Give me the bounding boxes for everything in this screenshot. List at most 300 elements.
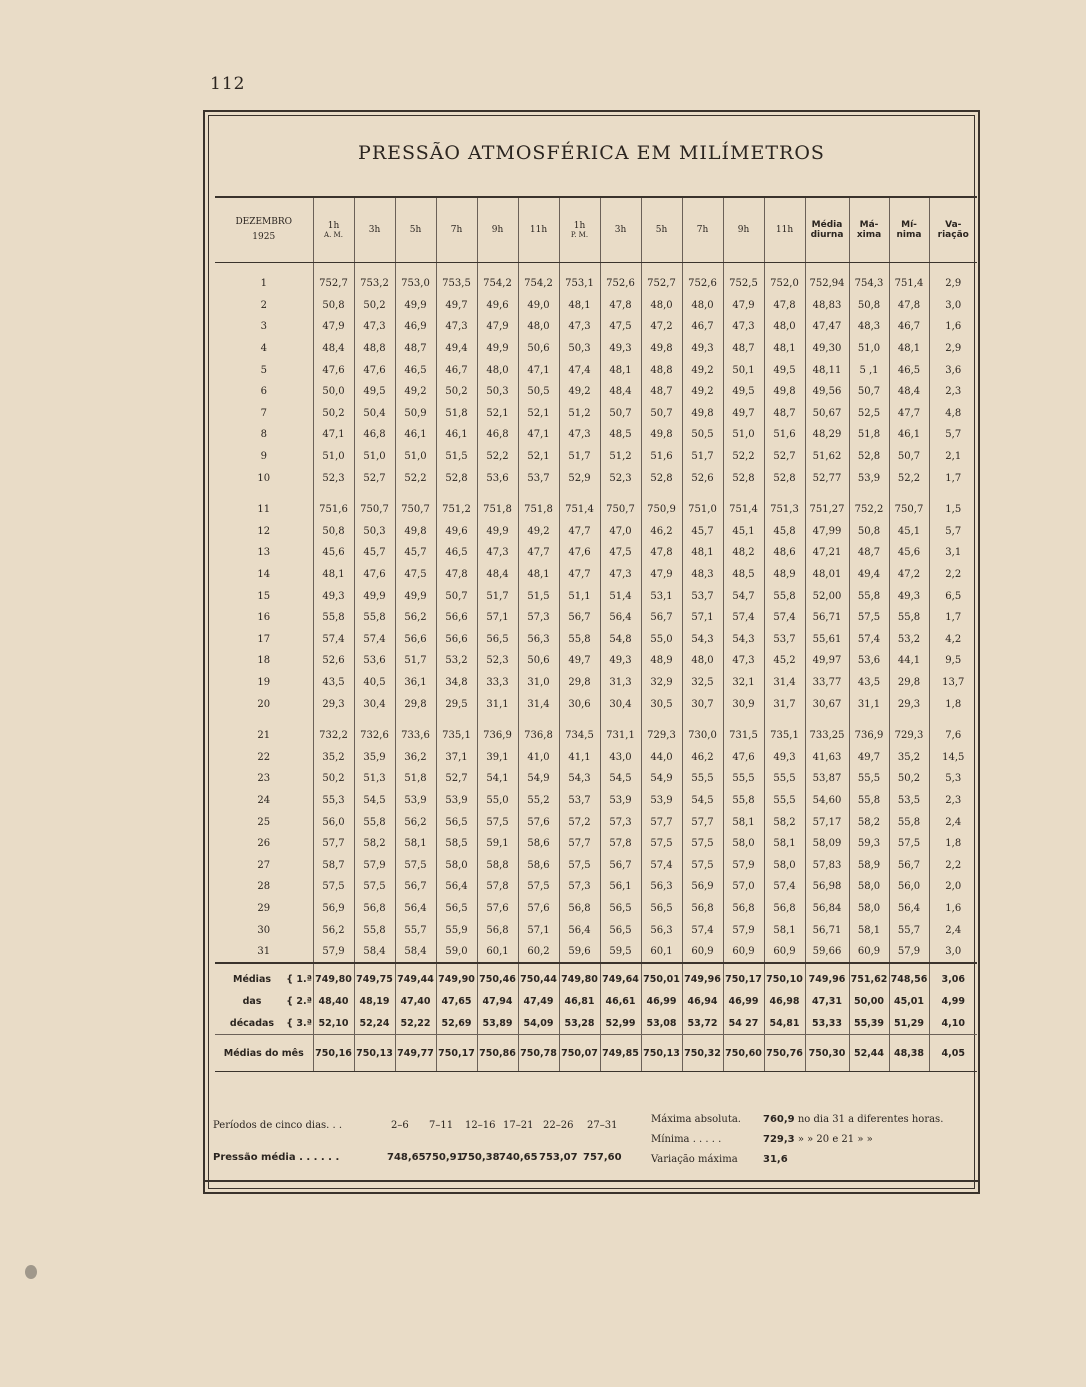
value-cell: 5,7 (929, 424, 977, 446)
value-cell: 60,9 (849, 941, 889, 964)
value-cell: 58,2 (849, 811, 889, 833)
day-cell: 4 (260, 343, 267, 355)
gap-cell (849, 715, 889, 725)
value-cell: 2,3 (929, 381, 977, 403)
summary-cell: 749,64 (600, 963, 641, 990)
summary-cell: 45,01 (889, 990, 929, 1012)
value-cell: 49,2 (682, 381, 723, 403)
value-cell: 58,1 (849, 919, 889, 941)
decade-gap (215, 489, 977, 499)
value-cell: 4,8 (929, 403, 977, 425)
value-cell: 55,8 (889, 811, 929, 833)
summary-cell: 46,99 (723, 990, 764, 1012)
value-cell: 53,7 (559, 790, 600, 812)
month-cell: 749,77 (395, 1035, 436, 1072)
gap-cell (354, 489, 395, 499)
month-cell: 750,13 (641, 1035, 682, 1072)
value-cell: 49,3 (764, 746, 805, 768)
value-cell: 754,3 (849, 263, 889, 295)
day-cell: 10 (257, 472, 271, 484)
value-cell: 55,8 (849, 790, 889, 812)
value-cell: 50,2 (889, 768, 929, 790)
decade-average-row (215, 990, 977, 1012)
table-row (215, 424, 977, 446)
value-cell: 56,7 (559, 607, 600, 629)
value-cell: 47,3 (436, 316, 477, 338)
value-cell: 51,7 (682, 446, 723, 468)
value-cell: 58,0 (849, 876, 889, 898)
value-cell: 53,87 (805, 768, 849, 790)
value-cell: 55,5 (764, 790, 805, 812)
value-cell: 56,84 (805, 898, 849, 920)
value-cell: 51,5 (518, 585, 559, 607)
value-cell: 47,99 (805, 521, 849, 543)
summary-cell: 4,99 (929, 990, 977, 1012)
periods-label: Períodos de cinco dias. . . (213, 1120, 343, 1131)
table-row (215, 467, 977, 489)
value-cell: 50,6 (518, 338, 559, 360)
value-cell: 52,6 (682, 467, 723, 489)
summary-cell: 751,62 (849, 963, 889, 990)
value-cell: 57,6 (518, 898, 559, 920)
value-cell: 36,1 (395, 672, 436, 694)
month-cell: 48,38 (889, 1035, 929, 1072)
value-cell: 56,5 (600, 898, 641, 920)
value-cell: 51,1 (559, 585, 600, 607)
day-cell: 17 (257, 633, 271, 645)
value-cell: 48,01 (805, 564, 849, 586)
value-cell: 45,7 (354, 542, 395, 564)
stat-label-1: Va- (945, 220, 962, 230)
value-cell: 49,6 (477, 295, 518, 317)
value-cell: 39,1 (477, 746, 518, 768)
value-cell: 52,1 (518, 446, 559, 468)
value-cell: 48,83 (805, 295, 849, 317)
value-cell: 752,0 (764, 263, 805, 295)
value-cell: 750,7 (354, 499, 395, 521)
table-row (215, 693, 977, 715)
value-cell: 35,2 (889, 746, 929, 768)
month-cell: 750,76 (764, 1035, 805, 1072)
min-note: » » 20 e 21 » » (797, 1134, 873, 1145)
value-cell: 57,5 (849, 607, 889, 629)
value-cell: 60,9 (764, 941, 805, 964)
hour-label: 11h (775, 225, 794, 235)
day-cell: 19 (257, 676, 271, 688)
gap-cell (477, 715, 518, 725)
value-cell: 57,6 (518, 811, 559, 833)
hour-header (477, 197, 518, 263)
period-range: 12–16 (465, 1120, 496, 1131)
value-cell: 5,7 (929, 521, 977, 543)
value-cell: 752,94 (805, 263, 849, 295)
day-cell: 23 (257, 773, 271, 785)
value-cell: 751,4 (559, 499, 600, 521)
gap-cell (518, 715, 559, 725)
value-cell: 57,7 (682, 811, 723, 833)
value-cell: 58,1 (764, 833, 805, 855)
value-cell: 56,98 (805, 876, 849, 898)
pressure-value: 753,07 (539, 1152, 578, 1163)
value-cell: 56,8 (477, 919, 518, 941)
value-cell: 750,7 (889, 499, 929, 521)
hour-label: 11h (529, 225, 548, 235)
value-cell: 56,5 (477, 629, 518, 651)
summary-cell: 47,31 (805, 990, 849, 1012)
hour-header (395, 197, 436, 263)
day-cell: 24 (257, 794, 271, 806)
value-cell: 56,0 (889, 876, 929, 898)
value-cell: 52,1 (477, 403, 518, 425)
value-cell: 57,5 (395, 854, 436, 876)
value-cell: 50,3 (477, 381, 518, 403)
value-cell: 51,7 (395, 650, 436, 672)
value-cell: 3,0 (929, 295, 977, 317)
value-cell: 49,8 (641, 424, 682, 446)
month-cell: 750,86 (477, 1035, 518, 1072)
value-cell: 56,4 (395, 898, 436, 920)
value-cell: 52,8 (641, 467, 682, 489)
value-cell: 53,7 (518, 467, 559, 489)
value-cell: 30,5 (641, 693, 682, 715)
value-cell: 58,9 (849, 854, 889, 876)
value-cell: 57,5 (518, 876, 559, 898)
gap-cell (849, 489, 889, 499)
day-cell: 28 (257, 881, 271, 893)
day-cell: 18 (257, 655, 271, 667)
value-cell: 52,8 (723, 467, 764, 489)
value-cell: 6,5 (929, 585, 977, 607)
value-cell: 48,4 (477, 564, 518, 586)
value-cell: 732,2 (313, 725, 354, 747)
value-cell: 753,0 (395, 263, 436, 295)
ink-blot (25, 1265, 37, 1279)
summary-cell: 55,39 (849, 1012, 889, 1035)
value-cell: 57,1 (518, 919, 559, 941)
value-cell: 55,7 (889, 919, 929, 941)
value-cell: 57,4 (764, 876, 805, 898)
value-cell: 47,21 (805, 542, 849, 564)
day-cell: 12 (257, 525, 271, 537)
table-row (215, 381, 977, 403)
value-cell: 48,7 (849, 542, 889, 564)
value-cell: 56,7 (395, 876, 436, 898)
value-cell: 48,0 (518, 316, 559, 338)
value-cell: 47,7 (559, 521, 600, 543)
value-cell: 48,2 (723, 542, 764, 564)
value-cell: 56,3 (518, 629, 559, 651)
table-row (215, 746, 977, 768)
value-cell: 47,3 (559, 424, 600, 446)
value-cell: 46,7 (436, 359, 477, 381)
gap-cell (805, 489, 849, 499)
value-cell: 52,7 (764, 446, 805, 468)
value-cell: 51,0 (849, 338, 889, 360)
value-cell: 49,3 (682, 338, 723, 360)
decade-label-cell: décadas { 3.ª (215, 1012, 313, 1035)
table-row (215, 629, 977, 651)
value-cell: 57,2 (559, 811, 600, 833)
value-cell: 48,11 (805, 359, 849, 381)
value-cell: 1,7 (929, 467, 977, 489)
value-cell: 57,5 (641, 833, 682, 855)
summary-cell: 46,99 (641, 990, 682, 1012)
value-cell: 48,7 (764, 403, 805, 425)
summary-cell: 52,24 (354, 1012, 395, 1035)
value-cell: 50,7 (641, 403, 682, 425)
value-cell: 736,9 (849, 725, 889, 747)
value-cell: 48,7 (723, 338, 764, 360)
value-cell: 53,2 (436, 650, 477, 672)
value-cell: 55,8 (723, 790, 764, 812)
value-cell: 48,0 (641, 295, 682, 317)
value-cell: 57,9 (723, 854, 764, 876)
gap-cell (805, 715, 849, 725)
summary-cell: 47,40 (395, 990, 436, 1012)
value-cell: 51,6 (641, 446, 682, 468)
value-cell: 750,7 (395, 499, 436, 521)
daily-rows (215, 263, 977, 964)
hour-header (682, 197, 723, 263)
value-cell: 55,5 (682, 768, 723, 790)
value-cell: 29,3 (313, 693, 354, 715)
table-row (215, 833, 977, 855)
value-cell: 52,8 (849, 446, 889, 468)
value-cell: 45,6 (889, 542, 929, 564)
value-cell: 51,0 (723, 424, 764, 446)
value-cell: 53,7 (682, 585, 723, 607)
summary-cell: 54,09 (518, 1012, 559, 1035)
pressure-label: Pressão média . . . . . . (213, 1152, 340, 1163)
value-cell: 56,4 (559, 919, 600, 941)
gap-cell (559, 489, 600, 499)
table-row (215, 585, 977, 607)
value-cell: 57,7 (313, 833, 354, 855)
value-cell: 2,4 (929, 919, 977, 941)
value-cell: 58,0 (849, 898, 889, 920)
pressure-value: 750,91 (425, 1152, 464, 1163)
value-cell: 52,00 (805, 585, 849, 607)
value-cell: 47,6 (723, 746, 764, 768)
value-cell: 49,30 (805, 338, 849, 360)
summary-cell: 749,44 (395, 963, 436, 990)
month-cell: 749,85 (600, 1035, 641, 1072)
hour-header (354, 197, 395, 263)
value-cell: 55,9 (436, 919, 477, 941)
value-cell: 52,7 (436, 768, 477, 790)
value-cell: 48,4 (600, 381, 641, 403)
value-cell: 53,9 (395, 790, 436, 812)
value-cell: 735,1 (436, 725, 477, 747)
value-cell: 56,5 (600, 919, 641, 941)
gap-cell (477, 489, 518, 499)
value-cell: 54,3 (559, 768, 600, 790)
hour-header (436, 197, 477, 263)
period-range: 17–21 (503, 1120, 534, 1131)
gap-cell (764, 489, 805, 499)
summary-cell: 51,29 (889, 1012, 929, 1035)
value-cell: 48,5 (723, 564, 764, 586)
summary-cell: 46,61 (600, 990, 641, 1012)
value-cell: 49,2 (395, 381, 436, 403)
value-cell: 54,7 (723, 585, 764, 607)
value-cell: 57,5 (354, 876, 395, 898)
value-cell: 60,2 (518, 941, 559, 964)
value-cell: 49,6 (436, 521, 477, 543)
value-cell: 56,5 (436, 811, 477, 833)
value-cell: 57,4 (849, 629, 889, 651)
summary-cell: 46,98 (764, 990, 805, 1012)
value-cell: 50,1 (723, 359, 764, 381)
value-cell: 55,0 (477, 790, 518, 812)
value-cell: 56,7 (889, 854, 929, 876)
value-cell: 48,9 (764, 564, 805, 586)
summary-cell: 46,81 (559, 990, 600, 1012)
var-label: Variação máxima (651, 1154, 738, 1165)
value-cell: 43,5 (313, 672, 354, 694)
value-cell: 2,2 (929, 854, 977, 876)
value-cell: 53,6 (354, 650, 395, 672)
table-row (215, 725, 977, 747)
month-cell: 52,44 (849, 1035, 889, 1072)
day-cell: 3 (260, 321, 267, 333)
value-cell: 752,7 (641, 263, 682, 295)
value-cell: 55,61 (805, 629, 849, 651)
value-cell: 46,2 (641, 521, 682, 543)
table-row (215, 768, 977, 790)
min-label: Mínima . . . . . (651, 1134, 722, 1145)
value-cell: 51,0 (395, 446, 436, 468)
value-cell: 48,0 (682, 295, 723, 317)
value-cell: 48,1 (518, 564, 559, 586)
value-cell: 45,7 (395, 542, 436, 564)
value-cell: 47,2 (889, 564, 929, 586)
stat-label-2: xima (856, 230, 882, 240)
value-cell: 29,5 (436, 693, 477, 715)
value-cell: 52,9 (559, 467, 600, 489)
hour-label: 1h (573, 221, 586, 231)
value-cell: 732,6 (354, 725, 395, 747)
value-cell: 57,9 (723, 919, 764, 941)
value-cell: 54,3 (682, 629, 723, 651)
value-cell: 2,1 (929, 446, 977, 468)
value-cell: 43,5 (849, 672, 889, 694)
hour-label: 9h (737, 225, 750, 235)
value-cell: 753,2 (354, 263, 395, 295)
value-cell: 47,6 (313, 359, 354, 381)
value-cell: 35,9 (354, 746, 395, 768)
value-cell: 58,5 (436, 833, 477, 855)
value-cell: 31,1 (849, 693, 889, 715)
month-header (215, 197, 313, 263)
value-cell: 48,7 (641, 381, 682, 403)
value-cell: 753,5 (436, 263, 477, 295)
value-cell: 47,4 (559, 359, 600, 381)
table-row (215, 403, 977, 425)
summary-cell: 750,46 (477, 963, 518, 990)
value-cell: 35,2 (313, 746, 354, 768)
gap-cell (436, 489, 477, 499)
value-cell: 49,56 (805, 381, 849, 403)
table-row (215, 790, 977, 812)
summary-cell: 52,99 (600, 1012, 641, 1035)
value-cell: 36,2 (395, 746, 436, 768)
value-cell: 31,0 (518, 672, 559, 694)
summary-cell: 47,49 (518, 990, 559, 1012)
value-cell: 29,8 (559, 672, 600, 694)
value-cell: 48,0 (764, 316, 805, 338)
value-cell: 48,1 (313, 564, 354, 586)
var-value: 31,6 (763, 1154, 788, 1165)
value-cell: 59,66 (805, 941, 849, 964)
value-cell: 1,8 (929, 693, 977, 715)
day-cell: 8 (260, 429, 267, 441)
value-cell: 56,6 (436, 607, 477, 629)
value-cell: 754,2 (518, 263, 559, 295)
day-cell: 14 (257, 569, 271, 581)
value-cell: 43,0 (600, 746, 641, 768)
value-cell: 58,1 (395, 833, 436, 855)
gap-cell (215, 715, 313, 725)
value-cell: 45,6 (313, 542, 354, 564)
value-cell: 46,5 (889, 359, 929, 381)
value-cell: 56,3 (641, 919, 682, 941)
value-cell: 56,71 (805, 919, 849, 941)
value-cell: 47,8 (764, 295, 805, 317)
hour-label: 5h (655, 225, 668, 235)
value-cell: 53,9 (849, 467, 889, 489)
value-cell: 31,7 (764, 693, 805, 715)
stat-header (805, 197, 849, 263)
summary-cell: 749,80 (313, 963, 354, 990)
summary-cell: 750,01 (641, 963, 682, 990)
value-cell: 3,1 (929, 542, 977, 564)
value-cell: 57,3 (518, 607, 559, 629)
gap-cell (764, 715, 805, 725)
value-cell: 52,3 (600, 467, 641, 489)
table-row (215, 919, 977, 941)
value-cell: 54,9 (641, 768, 682, 790)
value-cell: 57,1 (477, 607, 518, 629)
value-cell: 754,2 (477, 263, 518, 295)
value-cell: 47,0 (600, 521, 641, 543)
value-cell: 31,3 (600, 672, 641, 694)
value-cell: 44,1 (889, 650, 929, 672)
value-cell: 47,9 (477, 316, 518, 338)
value-cell: 48,1 (600, 359, 641, 381)
value-cell: 51,62 (805, 446, 849, 468)
value-cell: 47,8 (641, 542, 682, 564)
value-cell: 58,4 (354, 941, 395, 964)
value-cell: 50,4 (354, 403, 395, 425)
value-cell: 57,4 (641, 854, 682, 876)
value-cell: 49,9 (395, 295, 436, 317)
value-cell: 57,8 (477, 876, 518, 898)
value-cell: 48,9 (641, 650, 682, 672)
day-cell: 30 (257, 924, 271, 936)
value-cell: 34,8 (436, 672, 477, 694)
value-cell: 41,1 (559, 746, 600, 768)
summary-cell: 47,94 (477, 990, 518, 1012)
value-cell: 1,5 (929, 499, 977, 521)
value-cell: 30,67 (805, 693, 849, 715)
gap-cell (889, 489, 929, 499)
day-cell: 1 (260, 278, 267, 290)
value-cell: 56,8 (682, 898, 723, 920)
period-range: 27–31 (587, 1120, 618, 1131)
value-cell: 56,5 (436, 898, 477, 920)
value-cell: 31,4 (518, 693, 559, 715)
